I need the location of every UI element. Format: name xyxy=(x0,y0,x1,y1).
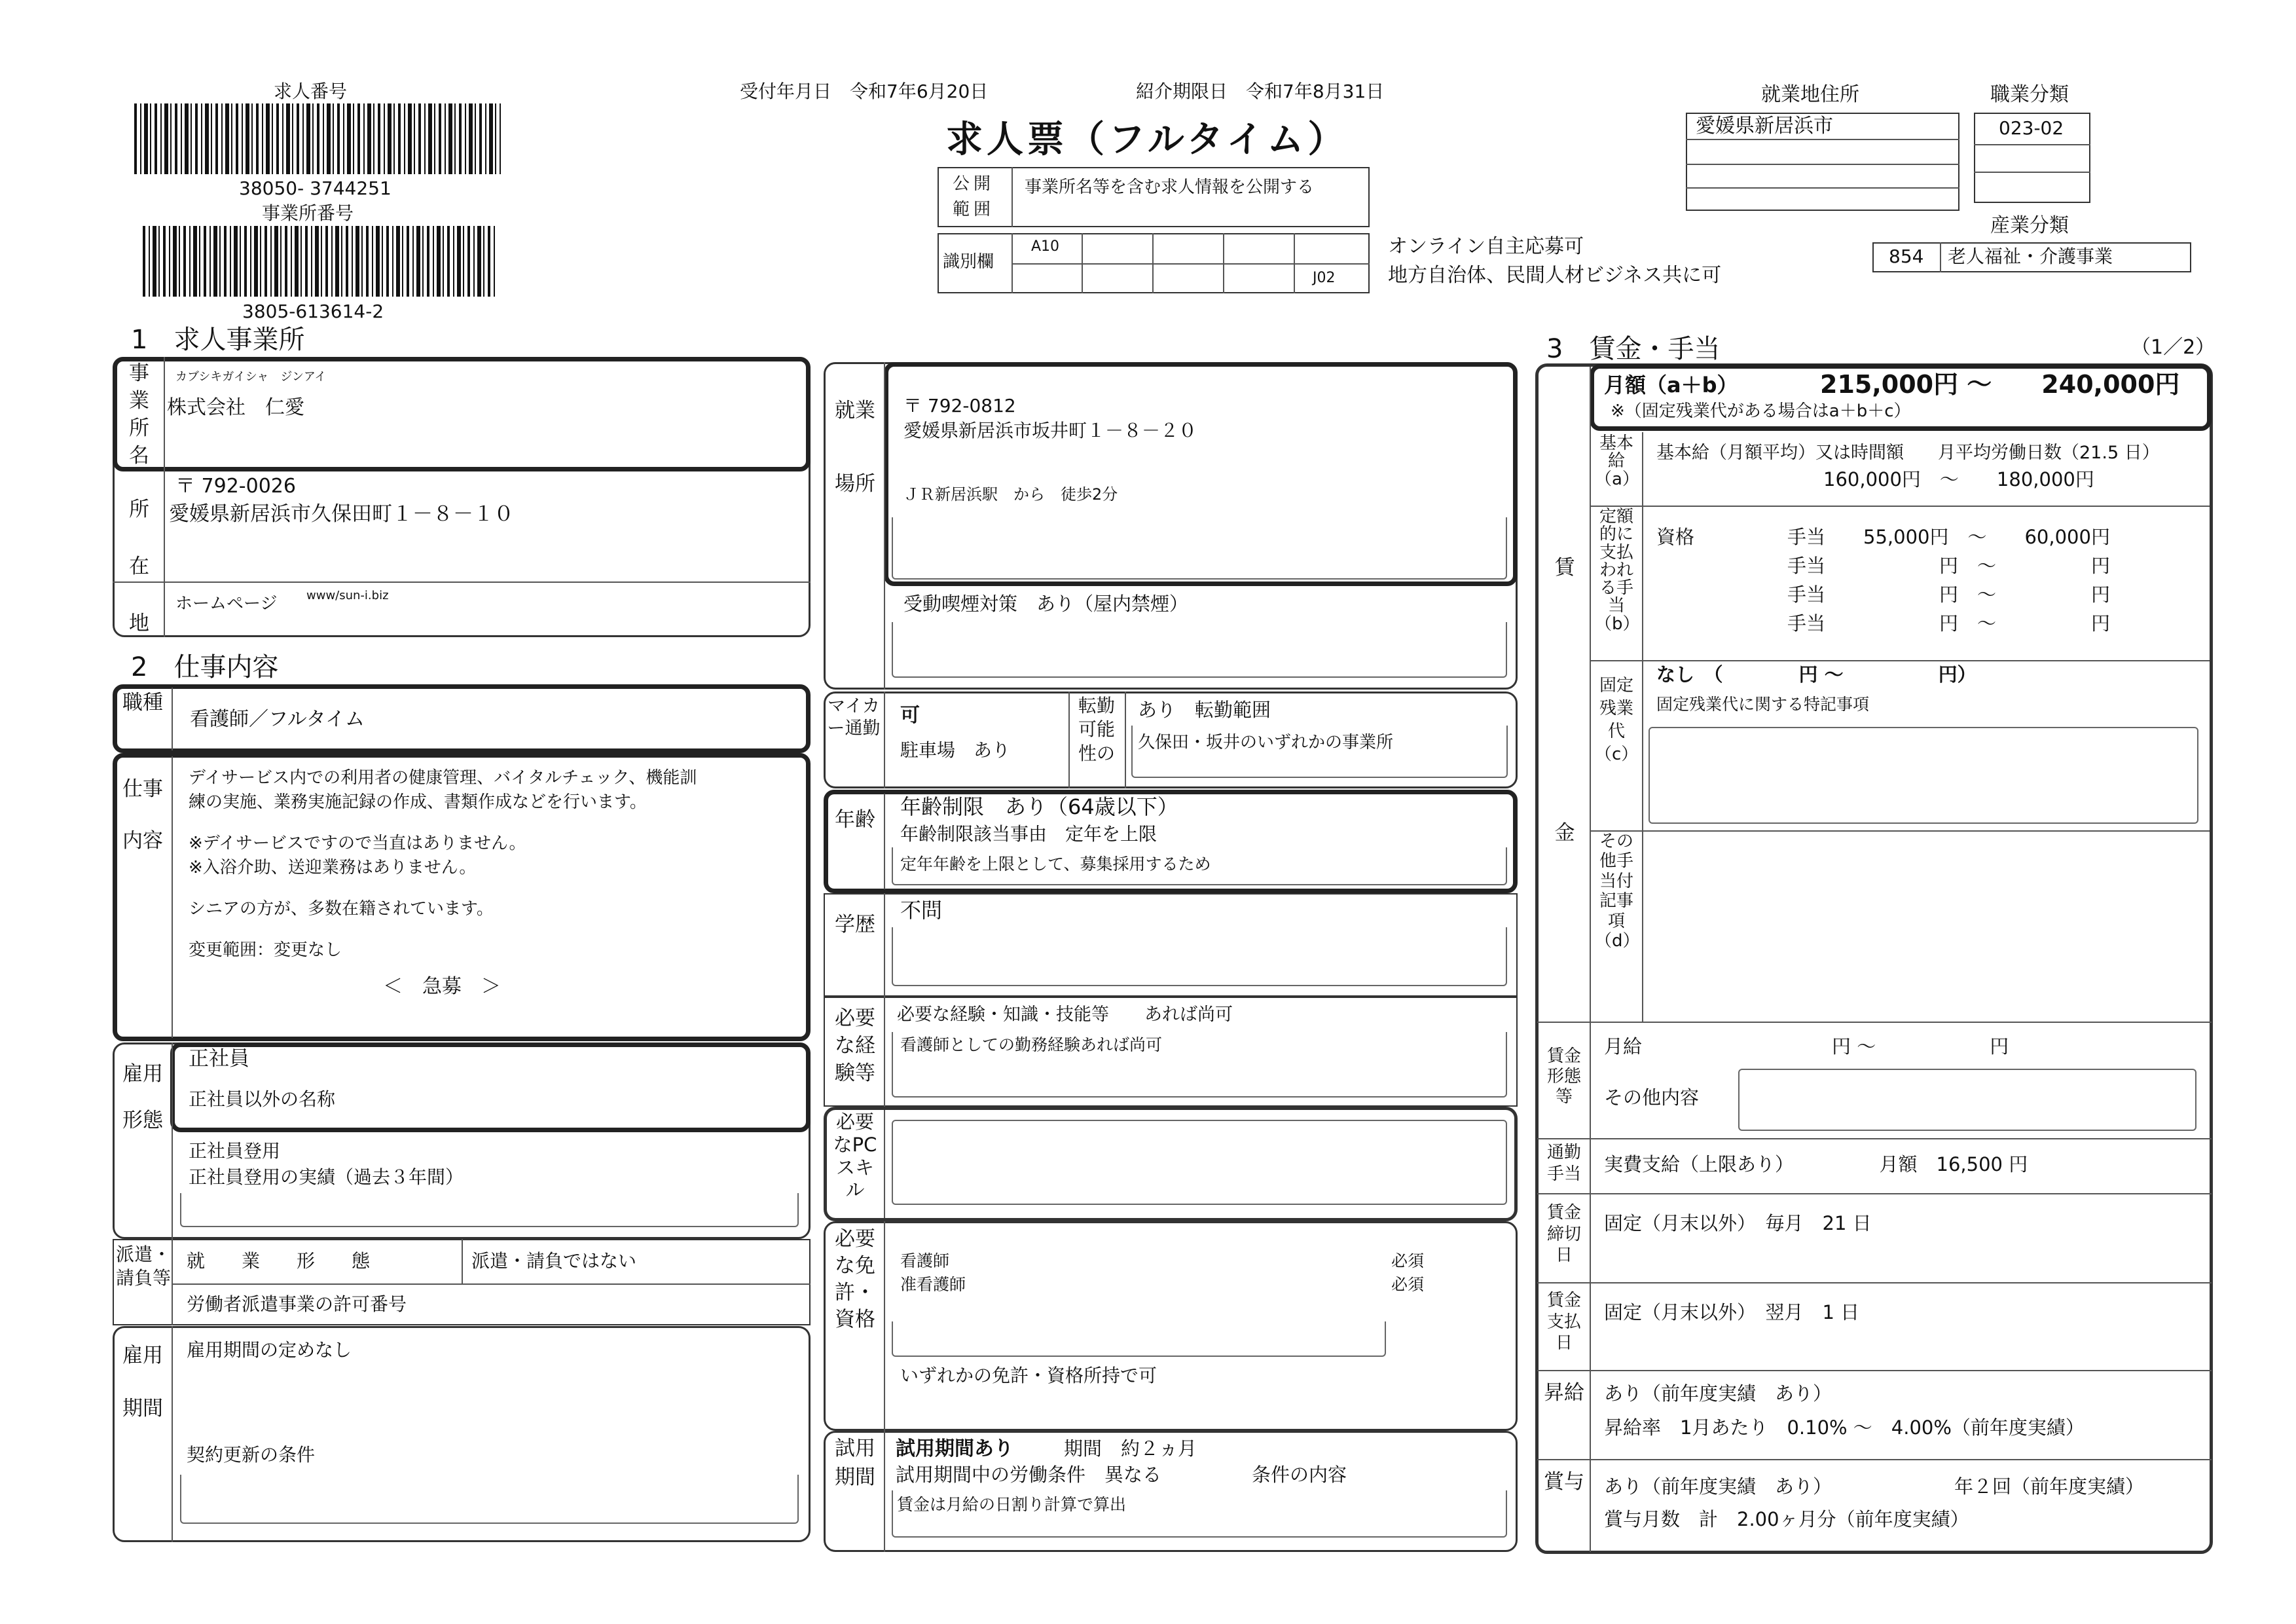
nenrei-seigen: 年齢制限 あり（64歳以下） xyxy=(900,794,1178,819)
haken-label: 派遣・請負等 xyxy=(115,1244,171,1289)
kyujin-bango-label: 求人番号 xyxy=(274,81,348,102)
joken-naiyo-label: 条件の内容 xyxy=(1252,1464,1347,1486)
jigyosho-barcode xyxy=(143,226,496,297)
shiyo-kikan-label: 試用期間 xyxy=(835,1437,875,1490)
jigyosho-bango: 3805-613614-2 xyxy=(242,301,384,322)
page-number: （1／2） xyxy=(2131,336,2215,359)
kyubo-label: ＜ 急募 ＞ xyxy=(383,975,501,998)
menkyo-hissu-2: 必須 xyxy=(1391,1275,1425,1294)
seishain-box xyxy=(170,1043,811,1132)
gakureki-label: 学歴 xyxy=(835,913,875,936)
shugyo-address: 愛媛県新居浜市坂井町１－８－２０ xyxy=(903,420,1197,441)
haken-value: 派遣・請負ではない xyxy=(471,1250,637,1272)
teate-2: 手当 円 ～ 円 xyxy=(1787,555,2111,577)
tokki-jiko-label: 固定残業代に関する特記事項 xyxy=(1656,695,1870,714)
sangyo-code: 854 xyxy=(1889,246,1924,267)
shozaichi-address: 愛媛県新居浜市久保田町１－８－１０ xyxy=(169,502,514,526)
tsukin-teate: 実費支給（上限あり） 月額 16,500 円 xyxy=(1604,1153,2028,1175)
kotei-zangyo-note: ※（固定残業代がある場合はa＋b＋c） xyxy=(1611,401,1911,421)
shokugyo-label: 職業分類 xyxy=(1990,83,2069,106)
section1-title: 1 求人事業所 xyxy=(131,325,305,355)
jichitai-note: 地方自治体、民間人材ビジネス共に可 xyxy=(1388,264,1722,287)
keiken: 必要な経験・知識・技能等 あれば尚可 xyxy=(897,1005,1233,1025)
teate-1: 手当 55,000円 ～ 60,000円 xyxy=(1787,526,2110,548)
jigyoshomei-label: 事業所名 xyxy=(129,361,149,468)
shokyu-label: 昇給 xyxy=(1544,1381,1584,1405)
kyoka-bango-label: 労働者派遣事業の許可番号 xyxy=(187,1293,407,1315)
shoyo-tsukisu: 賞与月数 計 2.00ヶ月分（前年度実績） xyxy=(1604,1508,1969,1530)
nenrei-jiyu: 年齢制限該当事由 定年を上限 xyxy=(900,823,1157,845)
shikibetsu-b: J02 xyxy=(1313,270,1336,286)
kihonkyu-a-label: 基本給（a） xyxy=(1595,434,1639,489)
seishain: 正社員 xyxy=(189,1047,249,1071)
shiyo-kikan: 試用期間あり xyxy=(896,1437,1013,1460)
kyujin-bango: 38050- 3744251 xyxy=(239,177,392,199)
koyo-kikan: 雇用期間の定めなし xyxy=(187,1339,352,1361)
chingin-label-1: 賃 xyxy=(1554,556,1575,580)
parking: 駐車場 あり xyxy=(900,739,1011,761)
keiyaku-koshin: 契約更新の条件 xyxy=(187,1444,316,1466)
shigoto-naiyo: デイサービス内での利用者の健康管理、バイタルチェック、機能訓 練の実施、業務実施記録の作成、書類作成などを行います。 ※デイサービスですので当直はありません。 ※入浴介助、送迎業務はありません。 シニアの方が、多数在籍されています。 変更範囲：変更なし xyxy=(189,768,697,960)
koyokeitai-label: 雇用形態 xyxy=(122,1062,163,1133)
toyo-jisseki: 正社員登用の実績（過去３年間） xyxy=(189,1166,464,1188)
page-title: 求人票（フルタイム） xyxy=(946,119,1349,161)
kihonkyu-value: 160,000円 ～ 180,000円 xyxy=(1823,468,2094,490)
teate-3: 手当 円 ～ 円 xyxy=(1787,583,2111,606)
mycar-label: マイカー通勤 xyxy=(827,696,881,739)
koyo-kikan-label: 雇用期間 xyxy=(122,1344,163,1420)
gekkyu: 月給 円 ～ 円 xyxy=(1604,1035,2009,1058)
shokushu: 看護師／フルタイム xyxy=(190,708,365,731)
mycar-value: 可 xyxy=(900,704,920,727)
shiharai-label: 賃金支払日 xyxy=(1546,1291,1581,1353)
chingin-keitai-label: 賃金形態等 xyxy=(1546,1046,1581,1107)
kihonkyu-label: 基本給（月額平均）又は時間額 xyxy=(1656,443,1904,463)
kokai-label: 公開範囲 xyxy=(953,174,995,219)
sonota-teate-d-label: その他手当付記事項（d） xyxy=(1595,832,1640,951)
shokyu: あり（前年度実績 あり） xyxy=(1604,1382,1832,1405)
getsugaku-label: 月額（a＋b） xyxy=(1604,373,1738,397)
shozaichi-label: 所在地 xyxy=(129,498,149,635)
shugyo-basho-label: 就業場所 xyxy=(835,399,875,496)
sonota-naiyo-label: その他内容 xyxy=(1604,1086,1700,1109)
teate-4: 手当 円 ～ 円 xyxy=(1787,612,2111,635)
tenkin-range: 久保田・坂井のいずれかの事業所 xyxy=(1138,733,1394,752)
shimekiri: 固定（月末以外） 毎月 21 日 xyxy=(1604,1212,1872,1234)
sangyo-label: 産業分類 xyxy=(1990,214,2069,237)
shugyochi: 愛媛県新居浜市 xyxy=(1696,115,1833,138)
shokai-kigen: 紹介期限日 令和7年8月31日 xyxy=(1136,81,1385,102)
shiyo-joken: 試用期間中の労働条件 異なる xyxy=(896,1464,1162,1486)
nenrei-note: 定年年齢を上限として、募集採用するため xyxy=(900,855,1211,874)
shikibetsu-label: 識別欄 xyxy=(943,252,994,272)
kyujin-barcode xyxy=(134,103,501,174)
shigoto-label: 仕事内容 xyxy=(122,777,163,853)
homepage-label: ホームページ xyxy=(175,594,278,614)
menkyo-1: 看護師 xyxy=(900,1251,950,1270)
shoyo-label: 賞与 xyxy=(1544,1470,1584,1494)
kokai-value: 事業所名等を含む求人情報を公開する xyxy=(1025,177,1315,197)
tenkin-value: あり 転勤範囲 xyxy=(1138,699,1271,721)
kotei-zangyo-value: なし （ 円 ～ 円） xyxy=(1656,663,1977,686)
homepage-url[interactable]: www/sun-i.biz xyxy=(306,589,389,602)
shugyo-keitai-label: 就 業 形 態 xyxy=(187,1250,371,1272)
shimekiri-label: 賃金締切日 xyxy=(1546,1203,1581,1265)
rodo-nissu: 月平均労働日数（21.5 日） xyxy=(1938,443,2160,463)
shugyo-access: ＪＲ新居浜駅 から 徒歩2分 xyxy=(903,485,1118,504)
uketsuke-date: 受付年月日 令和7年6月20日 xyxy=(740,81,989,102)
jigyosho-bango-label: 事業所番号 xyxy=(262,202,354,224)
teate-b-label: 定額的に支払われる手当（b） xyxy=(1595,507,1640,634)
shozaichi-zip: 〒 792-0026 xyxy=(175,475,296,498)
shikaku-label: 資格 xyxy=(1656,526,1695,548)
shiyo-note: 賃金は月給の日割り計算で算出 xyxy=(897,1495,1127,1514)
jigyosho-kana: カブシキガイシャ ジンアイ xyxy=(175,370,327,384)
kitsuen-taisaku: 受動喫煙対策 あり（屋内禁煙） xyxy=(903,593,1189,615)
tsukin-teate-label: 通勤手当 xyxy=(1546,1143,1581,1184)
shoyo: あり（前年度実績 あり） xyxy=(1604,1475,1832,1498)
menkyo-hissu-1: 必須 xyxy=(1391,1251,1425,1270)
seishain-igai: 正社員以外の名称 xyxy=(189,1088,336,1110)
sangyo-name: 老人福祉・介護事業 xyxy=(1948,246,2113,267)
menkyo-2: 准看護師 xyxy=(900,1275,966,1294)
shoyo-kaisu: 年２回（前年度実績） xyxy=(1954,1475,2145,1498)
keiken-label: 必要な経験等 xyxy=(835,1006,875,1085)
kotei-zangyo-c-label: 固定残業代（c） xyxy=(1595,676,1639,765)
online-oubo: オンライン自主応募可 xyxy=(1388,235,1584,258)
getsugaku-value: 215,000円 ～ 240,000円 xyxy=(1820,370,2180,399)
shikibetsu-a: A10 xyxy=(1031,238,1060,255)
shiharai: 固定（月末以外） 翌月 1 日 xyxy=(1604,1301,1860,1323)
keiken-note: 看護師としての勤務経験あれば尚可 xyxy=(900,1035,1163,1054)
tenkin-label: 転勤可能性の xyxy=(1078,695,1115,764)
jigyosho-name: 株式会社 仁愛 xyxy=(167,396,304,419)
shokugyo-code: 023-02 xyxy=(1999,117,2064,139)
menkyo-note: いずれかの免許・資格所持で可 xyxy=(900,1365,1157,1386)
seishain-toyo: 正社員登用 xyxy=(189,1140,281,1162)
shugyo-zip: 〒 792-0812 xyxy=(903,395,1016,416)
section3-title: 3 賃金・手当 xyxy=(1546,334,1721,364)
shiyo-kikan-length: 期間 約２ヵ月 xyxy=(1064,1437,1197,1460)
menkyo-label: 必要な免許・資格 xyxy=(835,1227,875,1331)
gakureki: 不問 xyxy=(900,898,943,923)
nenrei-label: 年齢 xyxy=(835,808,875,832)
section2-title: 2 仕事内容 xyxy=(131,652,279,682)
pc-skill-label: 必要なPCスキル xyxy=(833,1111,877,1202)
shokushu-label: 職種 xyxy=(122,691,163,714)
chingin-label-2: 金 xyxy=(1554,821,1575,845)
shokyu-ritsu: 昇給率 1月あたり 0.10% ～ 4.00%（前年度実績） xyxy=(1604,1416,2085,1439)
shugyochi-label: 就業地住所 xyxy=(1761,83,1859,106)
